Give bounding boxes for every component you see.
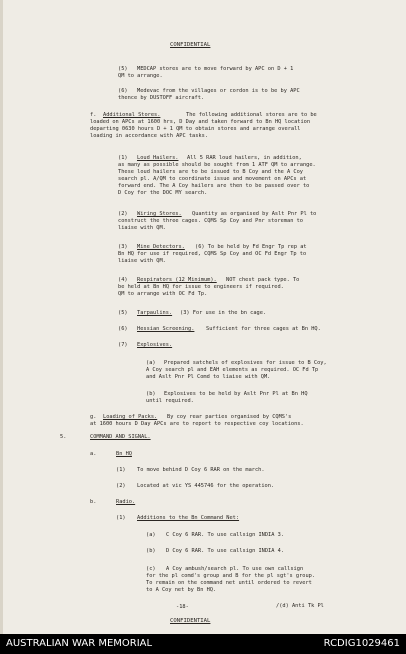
f4-line-2: be held at Bn HQ for issue to engineers if required.: [118, 284, 284, 290]
archive-reference: RCDIG1029461: [323, 638, 400, 649]
para-6-label: (6): [118, 88, 128, 94]
section-f-label: f.: [90, 112, 97, 118]
f2-line-3: liaise with QM.: [118, 225, 166, 231]
f7a-label: (a): [146, 360, 156, 366]
section-f-line-3: departing 0630 hours D + 1 QM to obtain stores and arrange overall: [90, 126, 301, 132]
f7a-line-3: and Aslt Pnr Pl Comd to liaise with QM.: [146, 374, 271, 380]
f3-label: (3): [118, 244, 128, 250]
binder-edge: [0, 0, 3, 634]
f7b-line-2: until required.: [146, 398, 194, 404]
f7b-line-1: Explosives to be held by Aslt Pnr Pl at Bn HQ: [164, 391, 308, 397]
f2-label: (2): [118, 211, 128, 217]
section-f-line-1: The following additional stores are to be: [186, 112, 317, 118]
section-5-label: 5.: [60, 434, 67, 440]
para-5-line-2: QM to arrange.: [118, 73, 163, 79]
b1c-line-1: A Coy ambush/search pl. To use own callsign: [166, 566, 304, 572]
f7a-line-1: Prepared satchels of explosives for issue to B Coy,: [164, 360, 327, 366]
section-a-label: a.: [90, 451, 97, 457]
f1-line-1: All 5 RAR loud hailers, in addition,: [187, 155, 302, 161]
para-5-line-1: MEDCAP stores are to move forward by APC on D + 1: [137, 66, 294, 72]
para-5-label: (5): [118, 66, 128, 72]
section-f-line-2: loaded on APCs at 1600 hrs, D Day and taken forward to Bn HQ location: [90, 119, 311, 125]
section-b-heading: Radio.: [116, 499, 136, 505]
f1-heading: Loud Hailers.: [137, 155, 179, 161]
a1-text: To move behind D Coy 6 RAR on the march.: [137, 467, 265, 473]
b1c-line-2: for the pl comd's group and B for the pl sgt's group.: [146, 573, 316, 579]
f6-text: Sufficient for three cages at Bn HQ.: [206, 326, 321, 332]
f1-label: (1): [118, 155, 128, 161]
b1b-label: (b): [146, 548, 156, 554]
f7a-line-2: A Coy search pl and EAH elements as required. OC Fd Tp: [146, 367, 319, 373]
f4-label: (4): [118, 277, 128, 283]
b1b-text: D Coy 6 RAR. To use callsign INDIA 4.: [166, 548, 284, 554]
f7-label: (7): [118, 342, 128, 348]
section-b-label: b.: [90, 499, 97, 505]
b1a-label: (a): [146, 532, 156, 538]
b1c-line-3: To remain on the command net until ordered to revert: [146, 580, 312, 586]
section-a-heading: Bn HQ: [116, 451, 132, 457]
f3-heading: Mine Detectors.: [137, 244, 185, 250]
para-6-line-2: thence by DUSTOFF aircraft.: [118, 95, 205, 101]
f1-line-2: as many as possible should be sought from 1 ATF QM to arrange.: [118, 162, 316, 168]
section-g-line-2: at 1600 hours D Day APCs are to report to respective coy locations.: [90, 421, 304, 427]
f5-text: (3) For use in the bn cage.: [180, 310, 267, 316]
f4-line-1: NOT chest pack type. To: [226, 277, 300, 283]
archive-bar: [0, 634, 406, 654]
f7-heading: Explosives.: [137, 342, 173, 348]
f2-line-1: Quantity as organised by Aslt Pnr Pl to: [192, 211, 317, 217]
classification-header: CONFIDENTIAL: [170, 42, 211, 48]
f1-line-4: search pl. A/QM to coordinate issue and movement on APCs at: [118, 176, 307, 182]
f1-line-6: D Coy for the DOC MY search.: [118, 190, 208, 196]
section-g-heading: Loading of Packs.: [103, 414, 158, 420]
section-g-line-1: By coy rear parties organised by CQMS's: [167, 414, 292, 420]
a1-label: (1): [116, 467, 126, 473]
f3-line-1: (6) To be held by Fd Engr Tp rep at: [195, 244, 307, 250]
section-f-line-4: loading in accordance with APC tasks.: [90, 133, 208, 139]
f4-heading: Respirators (12 Minimum).: [137, 277, 217, 283]
a2-text: Located at vic YS 445746 for the operation.: [137, 483, 275, 489]
a2-label: (2): [116, 483, 126, 489]
f5-heading: Tarpaulins.: [137, 310, 173, 316]
b1a-text: C Coy 6 RAR. To use callsign INDIA 3.: [166, 532, 284, 538]
archive-institution: AUSTRALIAN WAR MEMORIAL: [6, 638, 153, 649]
f1-line-3: These loud hailers are to be issued to B Coy and the A Coy: [118, 169, 303, 175]
section-5-heading: COMMAND AND SIGNAL.: [90, 434, 151, 440]
b1-heading: Additions to the Bn Command Net:: [137, 515, 240, 521]
f4-line-3: QM to arrange with OC Fd Tp.: [118, 291, 208, 297]
f6-heading: Hessian Screening.: [137, 326, 195, 332]
section-g-label: g.: [90, 414, 97, 420]
f2-line-2: construct the three cages. CQMS Sp Coy and Pnr storeman to: [118, 218, 303, 224]
continuation-note: /(d) Anti Tk Pl: [276, 603, 324, 609]
b1c-line-4: to A Coy net by Bn HQ.: [146, 587, 217, 593]
f7b-label: (b): [146, 391, 156, 397]
f3-line-2: Bn HQ for use if required, CQMS Sp Coy and OC Fd Engr Tp to: [118, 251, 307, 257]
b1-label: (1): [116, 515, 126, 521]
page-number: -18-: [176, 604, 189, 610]
f1-line-5: forward end. The A Coy hailers are then to be passed over to: [118, 183, 310, 189]
f3-line-3: liaise with QM.: [118, 258, 166, 264]
b1c-label: (c): [146, 566, 156, 572]
section-f-heading: Additional Stores.: [103, 112, 161, 118]
f6-label: (6): [118, 326, 128, 332]
f2-heading: Wiring Stores.: [137, 211, 182, 217]
para-6-line-1: Medevac from the villages or cordon is to be by APC: [137, 88, 300, 94]
classification-footer: CONFIDENTIAL: [170, 618, 211, 624]
f5-label: (5): [118, 310, 128, 316]
